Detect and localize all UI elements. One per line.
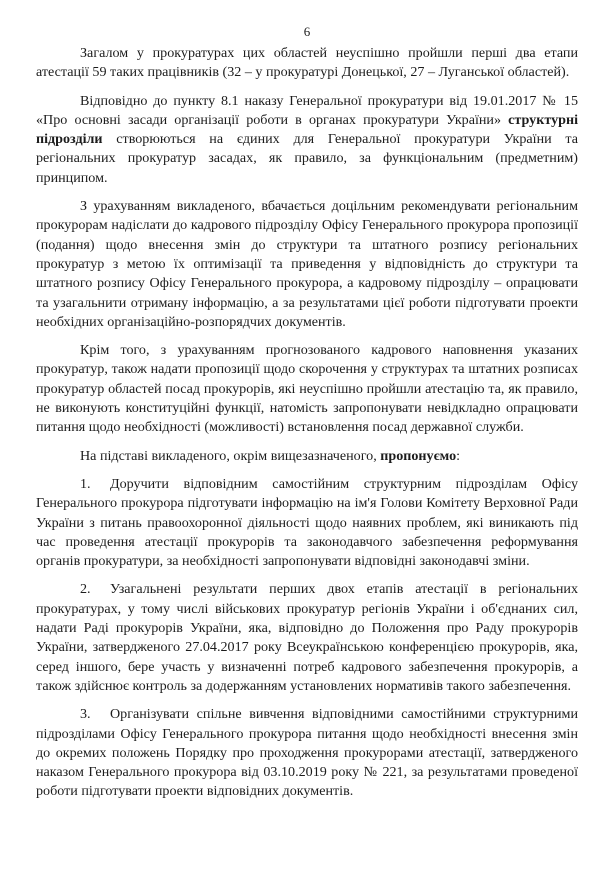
paragraph-text-continued: : — [456, 447, 461, 464]
paragraph-bold-text: пропонуємо — [380, 447, 457, 464]
paragraph-text: Узагальнені результати перших двох етапів атестації в регіональних прокуратурах, у тому числі військових прокуратур регіонів України і об'єднаних сил, надати Раді прокурорів України, яка, відповідно до Положення про Раду прокурорів України, затвердженого 27.04.2017 року Всеукраїнською конференцією прокурорів, яка, серед іншого, бере участь у визначенні потреб кадрового забезпечення прокурорів, а також здійснює контроль за додержанням установлених нормативів такого забезпечення. — [36, 581, 578, 694]
paragraph-text: На підставі викладеного, окрім вищезазначеного, — [80, 447, 381, 464]
paragraph-text: Відповідно до пункту 8.1 наказу Генеральної прокуратури від 19.01.2017 № 15 «Про основні засади організації роботи в органах прокуратури України» — [36, 92, 578, 128]
paragraph-bold-text: структурні підрозділи — [36, 111, 578, 148]
paragraph-text-continued: створюються на єдиних для Генеральної прокуратури України та регіональних прокуратур засадах, як правило, за функціональним (предметним) принципом. — [36, 131, 578, 186]
proposal-number: 1. — [80, 475, 91, 492]
paragraph-text: Доручити відповідним самостійним структурним підрозділам Офісу Генерального прокурора підготувати інформацію на ім'я Голови Комітету Верховної Ради України з питань правоохоронної діяльності щодо наявних проблем, які виникають під час проведення атестації прокурорів та законодавчого забезпечення реформування органів прокуратури, за необхідності запропонувати відповідні законодавчі зміни. — [36, 475, 578, 570]
page-number: 6 — [303, 24, 311, 39]
paragraph-text: Організувати спільне вивчення відповідними самостійними структурними підрозділами Офісу Генерального прокурора питання щодо необхідності внесення змін до окремих положень Порядку про проходження прокурорами атестації, затвердженого наказом Генерального прокурора від 03.10.2019 року № 221, за результатами проведеної роботи підготувати проекти відповідних документів. — [36, 706, 578, 800]
proposal-item-1 — [36, 475, 578, 571]
paragraph-proposal-intro — [36, 447, 578, 466]
paragraph-text: З урахуванням викладеного, вбачається доцільним рекомендувати регіональним прокурорам надіслати до кадрового підрозділу Офісу Генерального прокурора пропозиції (подання) щодо внесення змін до структури та штатного розпису регіональних прокуратур з метою їх оптимізації та приведення у відповідність до структури та штатного розпису Офісу Генерального прокурора, а кадровому підрозділу – опрацювати та узагальнити отриману інформацію, а за результатами цієї роботи підготувати проекти необхідних організаційно-розпорядчих документів. — [36, 198, 578, 330]
proposal-number: 3. — [80, 706, 91, 723]
proposal-number: 2. — [80, 581, 91, 598]
paragraph-text: Загалом у прокуратурах цих областей неуспішно пройшли перші два етапи атестації 59 таких працівників (32 – у прокуратурі Донецької, 27 – Луганської областей). — [36, 45, 578, 81]
paragraph-recommendation — [36, 197, 578, 332]
paragraph-attestation-results — [36, 44, 578, 83]
proposal-item-3 — [36, 705, 578, 801]
proposal-item-2 — [36, 580, 578, 696]
paragraph-staffing-proposals — [36, 341, 578, 437]
paragraph-structural-units — [36, 92, 578, 188]
paragraph-text: Крім того, з урахуванням прогнозованого кадрового наповнення указаних прокуратур, також надати пропозиції щодо скорочення у структурах та штатних розписах прокуратур областей посад прокурорів, які неуспішно пройшли атестацію та, як правило, не виконують конституційні функції, натомість запропонувати невідкладно опрацювати питання щодо необхідності (можливості) встановлення посад державної служби. — [36, 342, 578, 436]
